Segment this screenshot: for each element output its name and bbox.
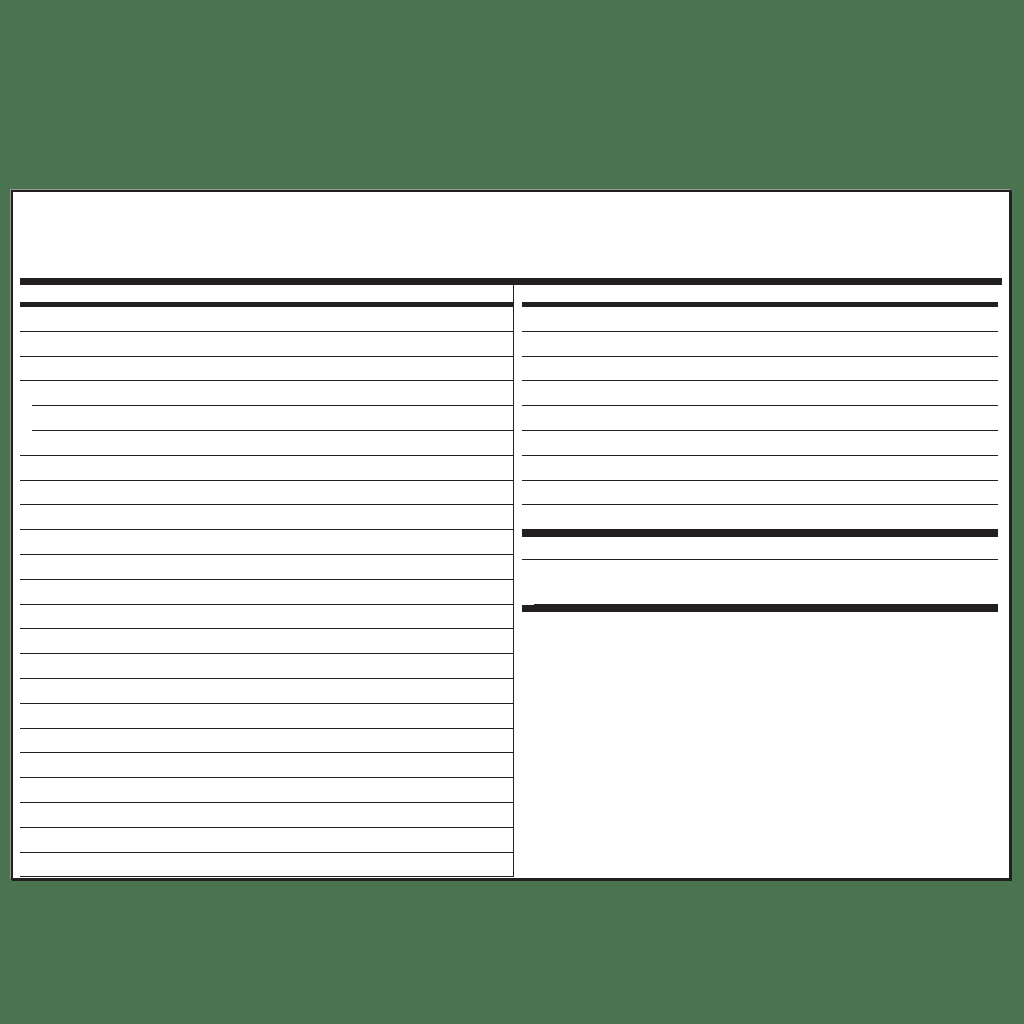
table-row xyxy=(20,753,513,778)
thick-divider xyxy=(522,530,998,537)
table-row xyxy=(20,654,513,679)
table-row xyxy=(20,580,513,605)
table-row xyxy=(20,629,513,654)
table-row xyxy=(522,505,998,530)
right-column xyxy=(522,285,998,617)
table-row xyxy=(20,505,513,530)
table-row xyxy=(20,828,513,853)
table-row xyxy=(20,307,513,332)
table-row xyxy=(522,332,998,357)
table-row xyxy=(20,456,513,481)
table-row xyxy=(20,357,513,382)
column-header xyxy=(522,285,998,302)
thick-divider xyxy=(20,278,1002,285)
table-row xyxy=(32,381,513,406)
table-row xyxy=(20,778,513,803)
left-column xyxy=(20,285,514,877)
table-row xyxy=(20,729,513,754)
left-nutrient-list xyxy=(20,307,513,877)
table-row xyxy=(534,560,998,605)
table-row xyxy=(522,431,998,456)
table-row xyxy=(522,456,998,481)
table-row xyxy=(20,555,513,580)
table-row xyxy=(20,530,513,555)
table-row xyxy=(20,605,513,630)
table-row xyxy=(20,704,513,729)
table-row xyxy=(522,406,998,431)
right-nutrient-list xyxy=(522,307,998,530)
table-row xyxy=(522,357,998,382)
table-row xyxy=(20,481,513,506)
table-row xyxy=(522,481,998,506)
column-header xyxy=(20,285,513,302)
table-row xyxy=(20,431,513,456)
table-row xyxy=(20,679,513,704)
blend-title xyxy=(522,537,998,560)
supplement-facts-panel xyxy=(11,190,1011,880)
thick-divider xyxy=(522,605,998,612)
table-row xyxy=(20,853,513,878)
table-row xyxy=(32,406,513,431)
table-row xyxy=(522,307,998,332)
table-row xyxy=(20,332,513,357)
table-row xyxy=(20,803,513,828)
table-row xyxy=(522,381,998,406)
